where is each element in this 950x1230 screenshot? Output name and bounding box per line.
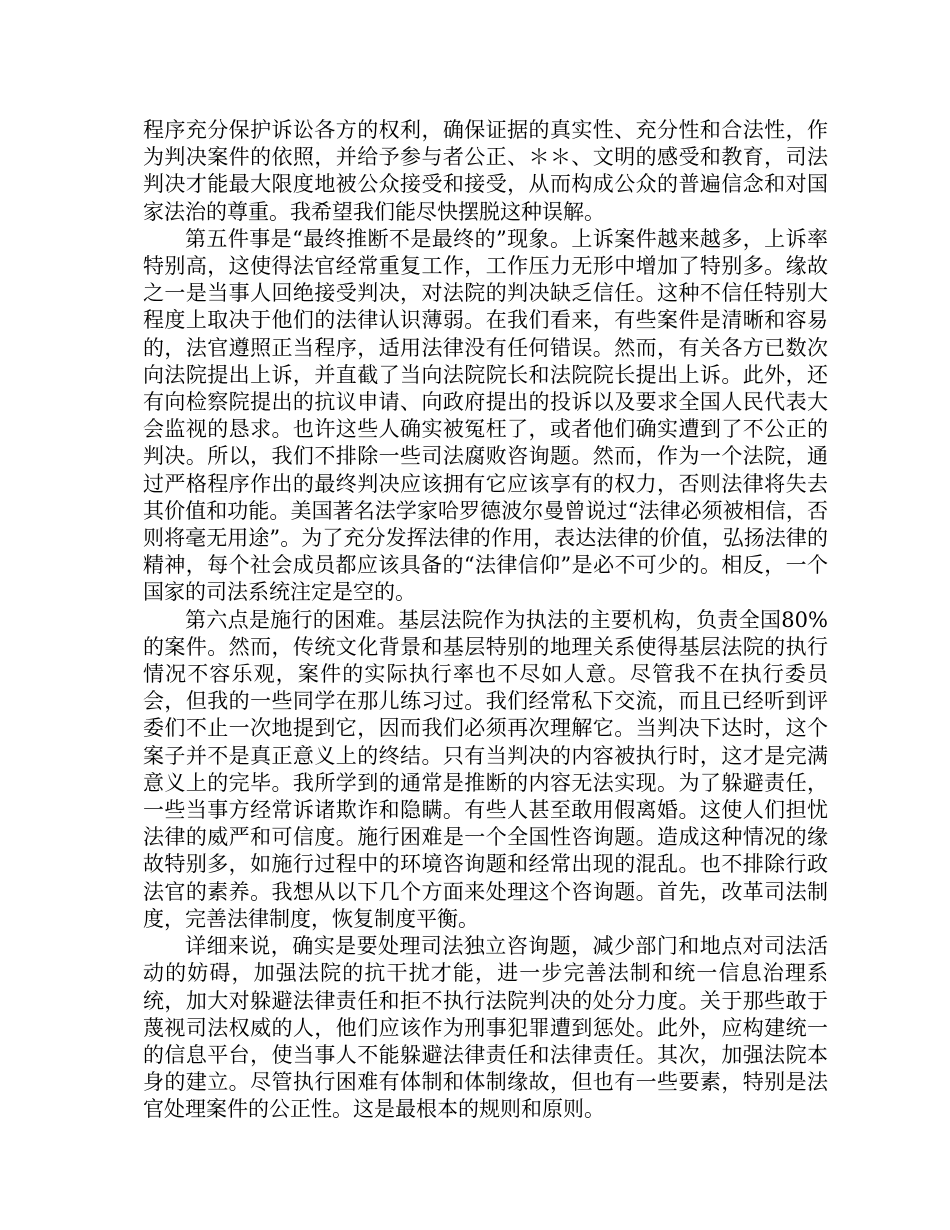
paragraph-sixth-issue: 第六点是施行的困难。基层法院作为执法的主要机构，负责全国80%的案件。然而，传统文化背景和基层特别的地理关系使得基层法院的执行情况不容乐观，案件的实际执行率也不尽如人意。尽管我不在执行委员会，但我的一些同学在那儿练习过。我们经常私下交流，而且已经听到评委们不止一次地提到它，因而我们必须再次理解它。当判决下达时，这个案子并不是真正意义上的终结。只有当判决的内容被执行时，这才是完满意义上的完毕。我所学到的通常是推断的内容无法实现。为了躲避责任，一些当事方经常诉诸欺诈和隐瞒。有些人甚至敢用假离婚。这使人们担忧法律的威严和可信度。施行困难是一个全国性咨询题。造成这种情况的缘故特别多，如施行过程中的环境咨询题和经常出现的混乱。也不排除行政法官的素养。我想从以下几个方面来处理这个咨询题。首先，改革司法制度，完善法律制度，恢复制度平衡。 [143, 607, 828, 931]
paragraph-details: 详细来说，确实是要处理司法独立咨询题，减少部门和地点对司法活动的妨碍，加强法院的抗干扰才能，进一步完善法制和统一信息治理系统，加大对躲避法律责任和拒不执行法院判决的处分力度。关于那些敢于蔑视司法权威的人，他们应该作为刑事犯罪遭到惩处。此外，应构建统一的信息平台，使当事人不能躲避法律责任和法律责任。其次，加强法院本身的建立。尽管执行困难有体制和体制缘故，但也有一些要素，特别是法官处理案件的公正性。这是最根本的规则和原则。 [143, 934, 828, 1122]
paragraph-fifth-issue: 第五件事是“最终推断不是最终的”现象。上诉案件越来越多，上诉率特别高，这使得法官经常重复工作，工作压力无形中增加了特别多。缘故之一是当事人回绝接受判决，对法院的判决缺乏信任。这种不信任特别大程度上取决于他们的法律认识薄弱。在我们看来，有些案件是清晰和容易的，法官遵照正当程序，适用法律没有任何错误。然而，有关各方已数次向法院提出上诉，并直截了当向法院院长和法院院长提出上诉。此外，还有向检察院提出的抗议申请、向政府提出的投诉以及要求全国人民代表大会监视的恳求。也许这些人确实被冤枉了，或者他们确实遭到了不公正的判决。所以，我们不排除一些司法腐败咨询题。然而，作为一个法院，通过严格程序作出的最终判决应该拥有它应该享有的权力，否则法律将失去其价值和功能。美国著名法学家哈罗德波尔曼曾说过“法律必须被相信，否则将毫无用途”。为了充分发挥法律的作用，表达法律的价值，弘扬法律的精神，每个社会成员都应该具备的“法律信仰”是必不可少的。相反，一个国家的司法系统注定是空的。 [143, 226, 828, 605]
document-body [143, 117, 828, 1124]
paragraph-procedure-protection: 程序充分保护诉讼各方的权利，确保证据的真实性、充分性和合法性，作为判决案件的依照，并给予参与者公正、＊＊、文明的感受和教育，司法判决才能最大限度地被公众接受和接受，从而构成公众的普遍信念和对国家法治的尊重。我希望我们能尽快摆脱这种误解。 [143, 118, 828, 224]
